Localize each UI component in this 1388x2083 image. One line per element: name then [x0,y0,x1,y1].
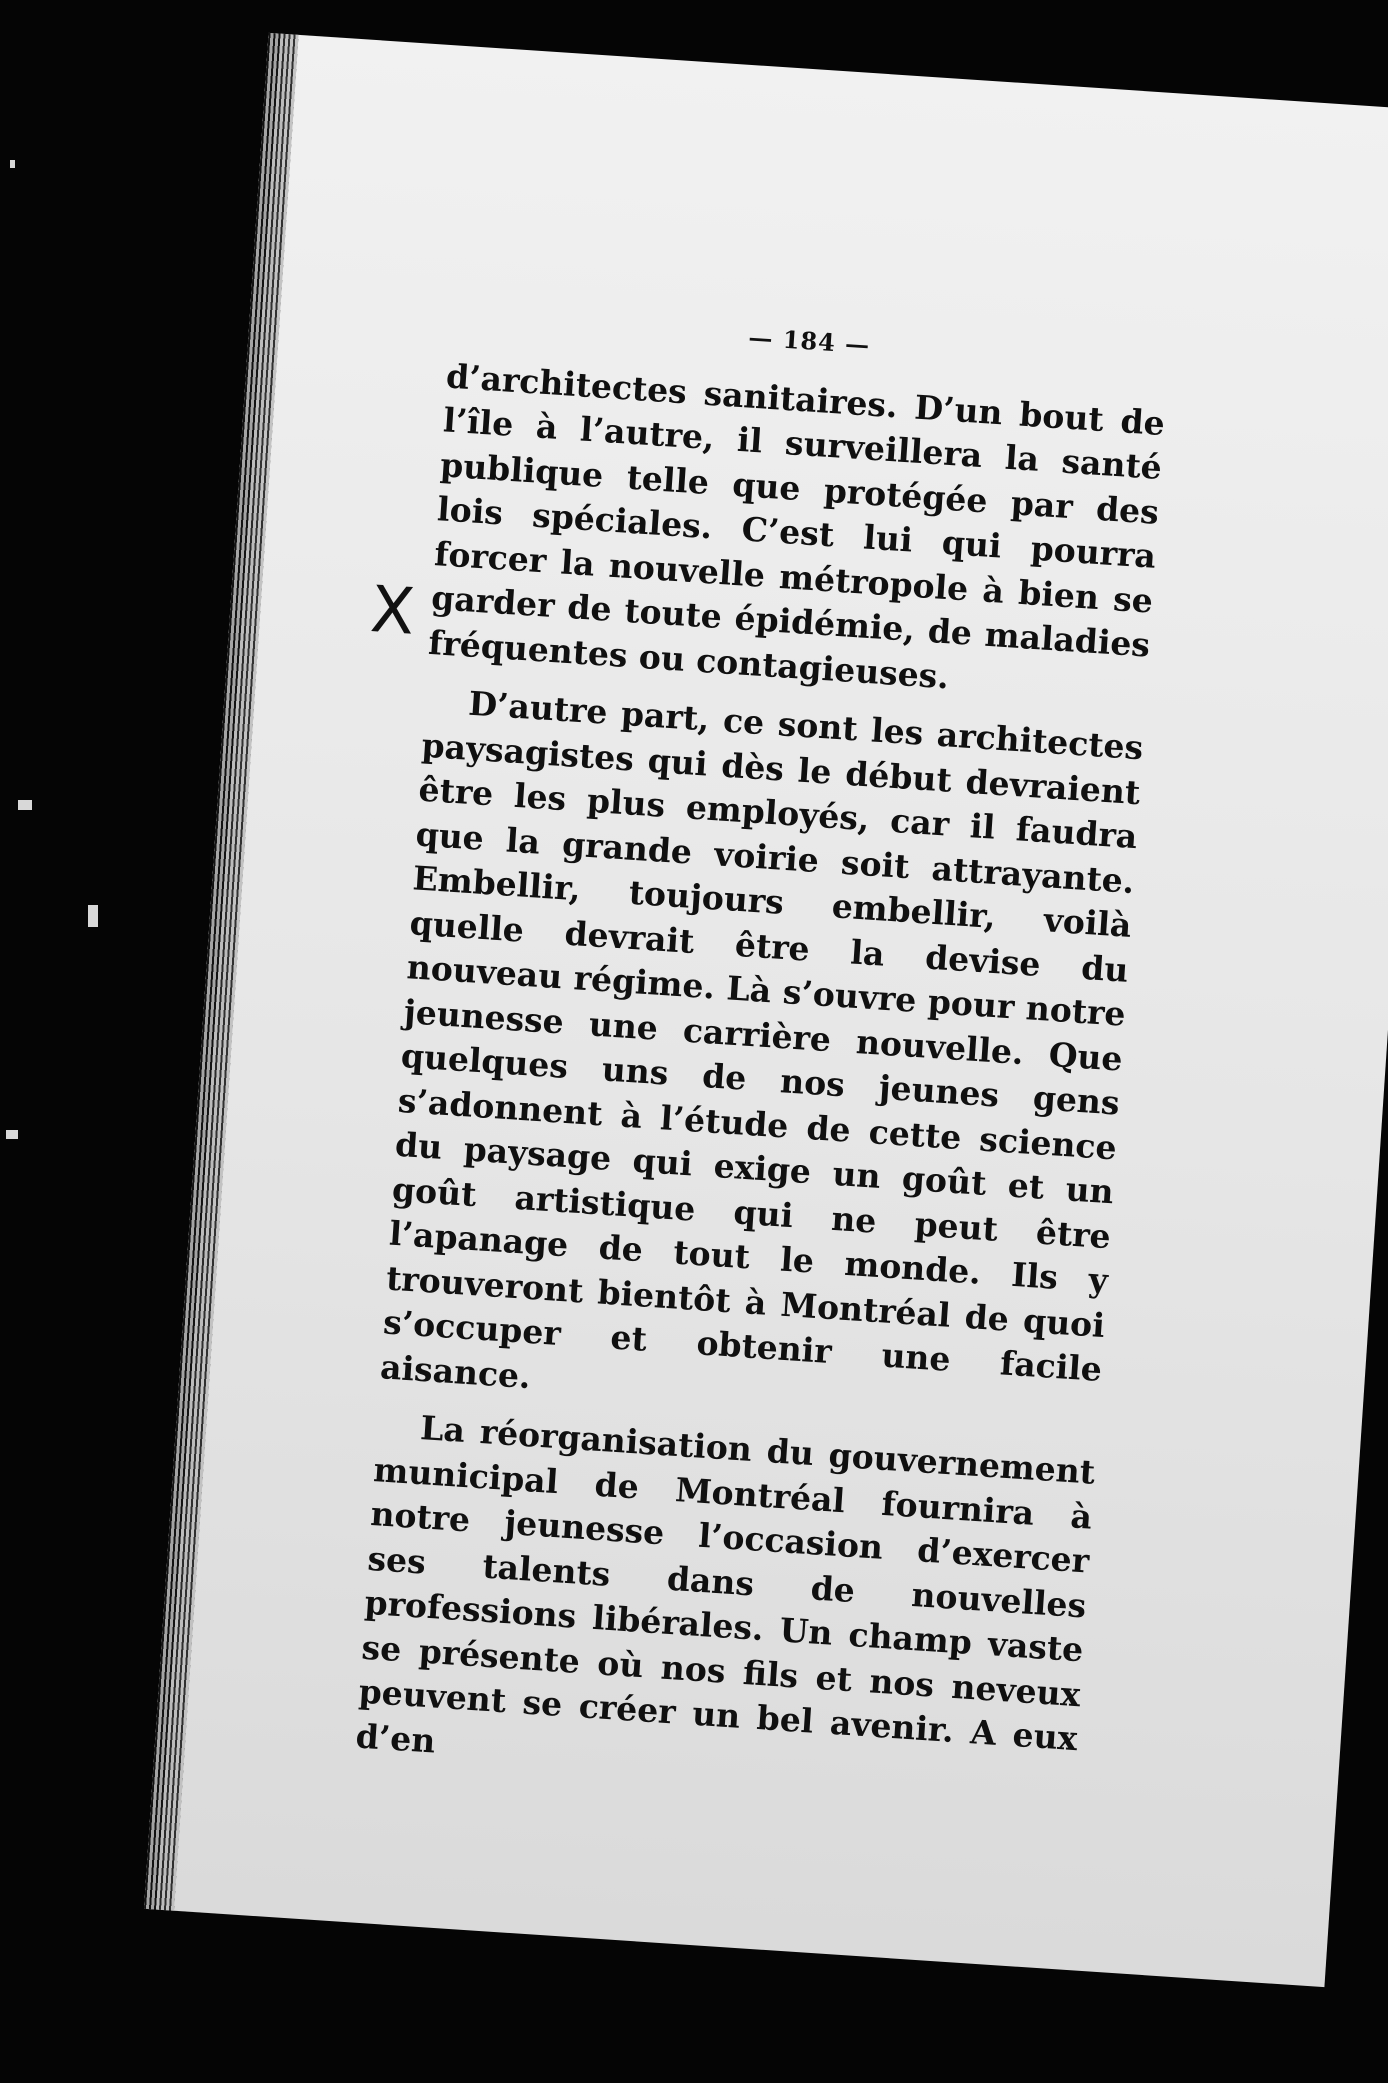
paragraph-1: d’architectes sanitaires. D’un bout de l’île à l’autre, il surveillera la santé publique telle que protégée par des lois spéciales. C’est lui qui pourra forcer la nouvelle métropole à bien se garder de toute épidémie, de maladies fréquentes ou contagieuses. [427,355,1166,696]
scan-speck [10,160,15,168]
page-text [354,296,1171,1820]
scan-speck [18,800,32,810]
paragraph-3: La réorganisation du gouvernement municipal de Montréal fournira à notre jeunesse l’occasion d’exercer ses talents dans de nouvelles professions libérales. Un champ vaste se présente où nos fils et nos neveux peuvent se créer un bel avenir. A eux d’en [354,1408,1097,1761]
scan-speck [88,905,98,927]
paragraph-2: D’autre part, ce sont les architectes paysagistes qui dès le début devraient être les plus employés, car il faudra que la grande voirie soit attrayante. Embellir, toujours embellir, voilà quelle devrait être la devise du nouveau régime. Là s’ouvre pour notre jeunesse une carrière nouvelle. Que quelques uns de nos jeunes gens s’adonnent à l’étude de cette science du paysage qui exige un goût et un goût artistique qui ne peut être l’apanage de tout le monde. Ils y trouveront bientôt à Montréal de quoi s’occuper et obtenir une facile aisance. [379,683,1145,1396]
page-number: — 184 — [747,322,872,360]
book-page [144,33,1388,1987]
margin-x-mark: X [368,572,417,650]
page-edge [144,33,299,1911]
scan-speck [6,1130,18,1139]
